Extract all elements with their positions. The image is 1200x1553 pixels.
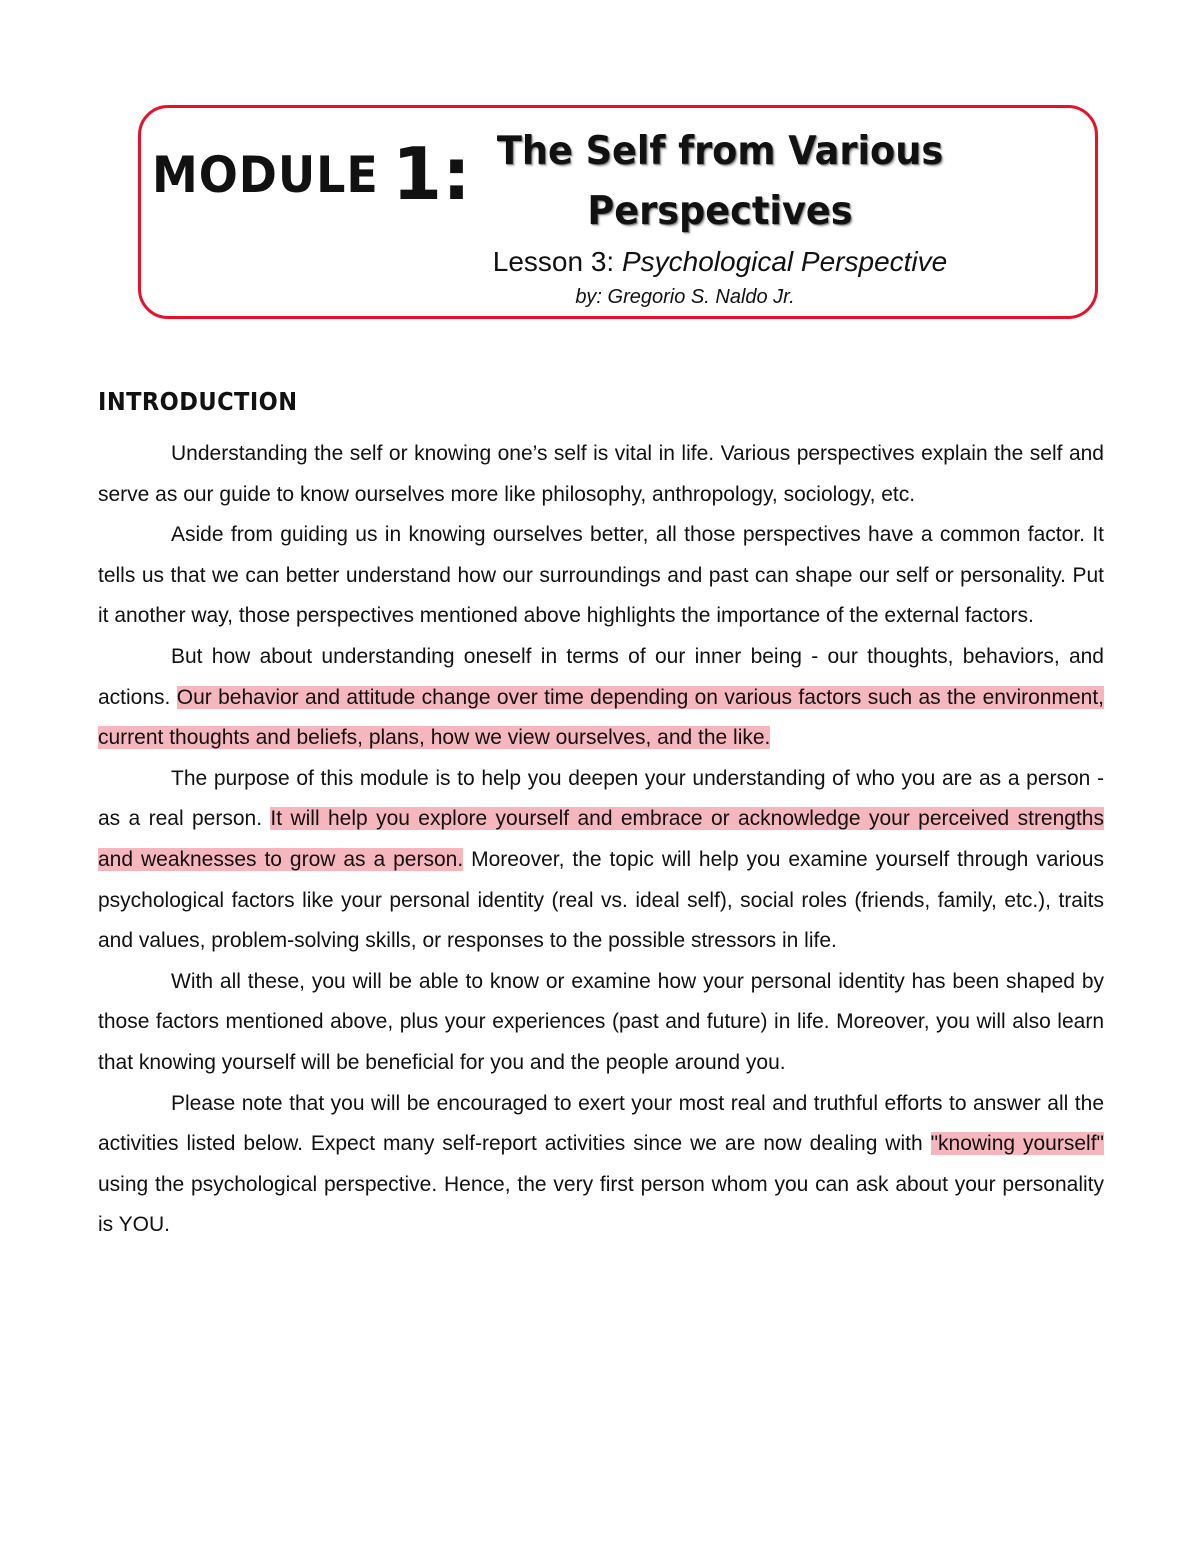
paragraph [98,759,1104,962]
paragraph [98,515,1104,637]
paragraph [98,962,1104,1084]
paragraph-text: But how about understanding oneself in terms of our inner being - our thoughts, behaviors, and actions. [98,644,1104,709]
paragraph-text: Understanding the self or knowing one’s self is vital in life. Various perspectives explain the self and serve as our guide to know ourselves more like philosophy, anthropology, sociology, etc. [98,442,1104,506]
paragraph-text: The purpose of this module is to help you deepen your understanding of who you are as a person - as a real person. [98,766,1104,831]
author-line: by: Gregorio S. Naldo Jr. [575,286,795,308]
paragraph-text: Aside from guiding us in knowing ourselves better, all those perspectives have a common factor. It tells us that we can better understand how our surroundings and past can shape our self or personality. Put it another way, those perspectives mentioned above highlights the importance of the external factors. [98,523,1104,628]
lesson-name: Psychological Perspective [621,246,948,277]
paragraph-text: With all these, you will be able to know or examine how your personal identity has been shaped by those factors mentioned above, plus your experiences (past and future) in life. Moreover, you will also learn that knowing yourself will be beneficial for you and the people around you. [98,969,1104,1074]
highlighted-text: It will help you explore yourself and embrace or acknowledge your perceived strengths and weaknesses to grow as a person. [98,807,1104,871]
paragraph-text: using the psychological perspective. Hence, the very first person whom you can ask about your personality is YOU. [98,1172,1104,1237]
paragraph [98,637,1104,759]
lesson-line [420,244,1020,280]
lesson-prefix: Lesson 3: [492,246,622,277]
section-heading: INTRODUCTION [98,387,298,416]
module-number: 1: [392,132,471,216]
paragraph-text: Moreover, the topic will help you examine yourself through various psychological factors like your personal identity (real vs. ideal self), social roles (friends, family, etc.), traits and values, problem-solving skills, or responses to the possible stressors in life. [98,847,1104,953]
paragraph [98,1084,1104,1246]
highlighted-text: Our behavior and attitude change over time depending on various factors such as the environment, current thoughts and beliefs, plans, how we view ourselves, and the like. [98,685,1104,750]
module-label: MODULE [152,146,379,204]
paragraph [98,434,1104,515]
introduction-body [98,434,1104,1246]
highlighted-text: "knowing yourself" [930,1132,1104,1156]
module-title: The Self from Various Perspectives [496,129,944,234]
paragraph-text: Please note that you will be encouraged to exert your most real and truthful efforts to answer all the activities listed below. Expect many self-report activities since we are now dealing with [98,1091,1104,1156]
